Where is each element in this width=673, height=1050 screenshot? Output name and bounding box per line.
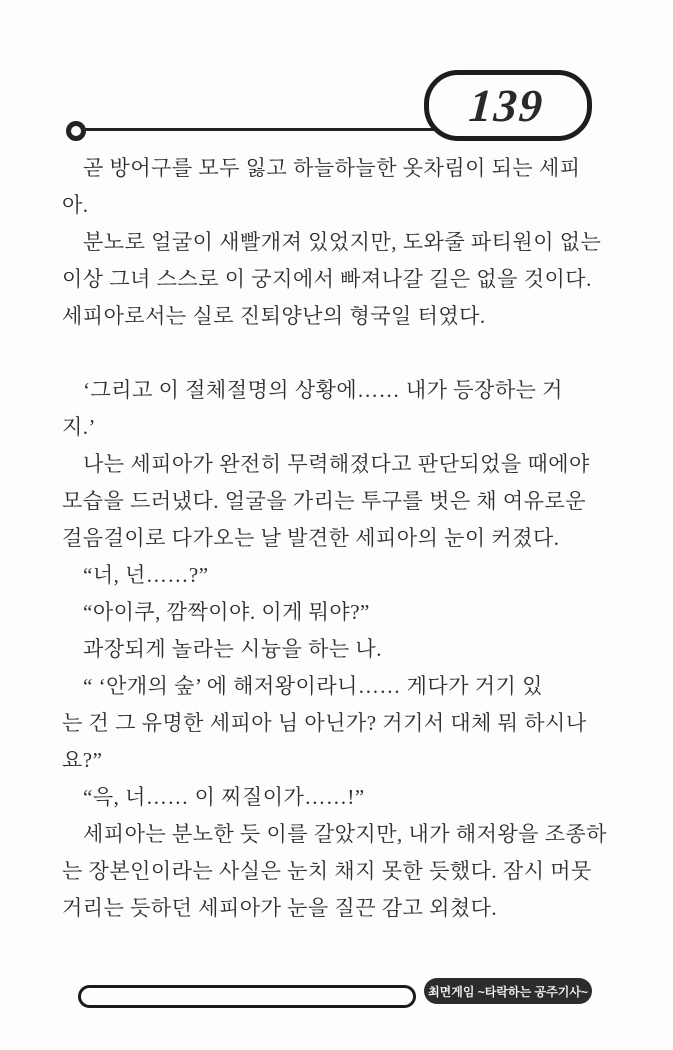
text-line: 는 장본인이라는 사실은 눈치 채지 못한 듯했다. 잠시 머뭇 bbox=[62, 859, 592, 883]
text-line: 세피아로서는 실로 진퇴양난의 형국일 터였다. bbox=[62, 304, 486, 328]
page-number-badge bbox=[424, 70, 592, 141]
text-line: “윽, 너…… 이 찌질이가……!” bbox=[83, 785, 365, 809]
body-text bbox=[62, 150, 614, 927]
text-line: 요?” bbox=[62, 748, 103, 772]
text-line: 거리는 듯하던 세피아가 눈을 질끈 감고 외쳤다. bbox=[62, 896, 498, 920]
series-title-badge: 최면게임 ~타락하는 공주기사~ bbox=[424, 978, 592, 1004]
text-line: 지.’ bbox=[62, 415, 97, 439]
text-line: 곧 방어구를 모두 잃고 하늘하늘한 옷차림이 되는 세피 bbox=[83, 156, 581, 180]
text-line: 모습을 드러냈다. 얼굴을 가리는 투구를 벗은 채 여유로운 bbox=[62, 489, 587, 513]
text-line: 는 건 그 유명한 세피아 님 아닌가? 거기서 대체 뭐 하시나 bbox=[62, 711, 587, 735]
text-line: 나는 세피아가 완전히 무력해졌다고 판단되었을 때에야 bbox=[83, 452, 590, 476]
page-number: 139 bbox=[466, 79, 546, 131]
text-line: “ ‘안개의 숲’ 에 해저왕이라니…… 게다가 거기 있 bbox=[83, 674, 543, 698]
text-line: 세피아는 분노한 듯 이를 갈았지만, 내가 해저왕을 조종하 bbox=[83, 822, 608, 846]
text-line: ‘그리고 이 절체절명의 상황에…… 내가 등장하는 거 bbox=[83, 378, 563, 402]
text-line: 이상 그녀 스스로 이 궁지에서 빠져나갈 길은 없을 것이다. bbox=[62, 267, 592, 291]
ring-icon bbox=[66, 121, 86, 141]
header-rule bbox=[82, 128, 474, 131]
text-line: 아. bbox=[62, 193, 89, 217]
footer-rule-box bbox=[78, 985, 416, 1008]
text-line: 과장되게 놀라는 시늉을 하는 나. bbox=[83, 637, 382, 661]
text-line: “아이쿠, 깜짝이야. 이게 뭐야?” bbox=[83, 600, 370, 624]
text-line: “너, 넌……?” bbox=[83, 563, 209, 587]
text-line: 분노로 얼굴이 새빨개져 있었지만, 도와줄 파티원이 없는 bbox=[83, 230, 602, 254]
text-line: 걸음걸이로 다가오는 날 발견한 세피아의 눈이 커졌다. bbox=[62, 526, 560, 550]
blank-line bbox=[62, 335, 614, 372]
